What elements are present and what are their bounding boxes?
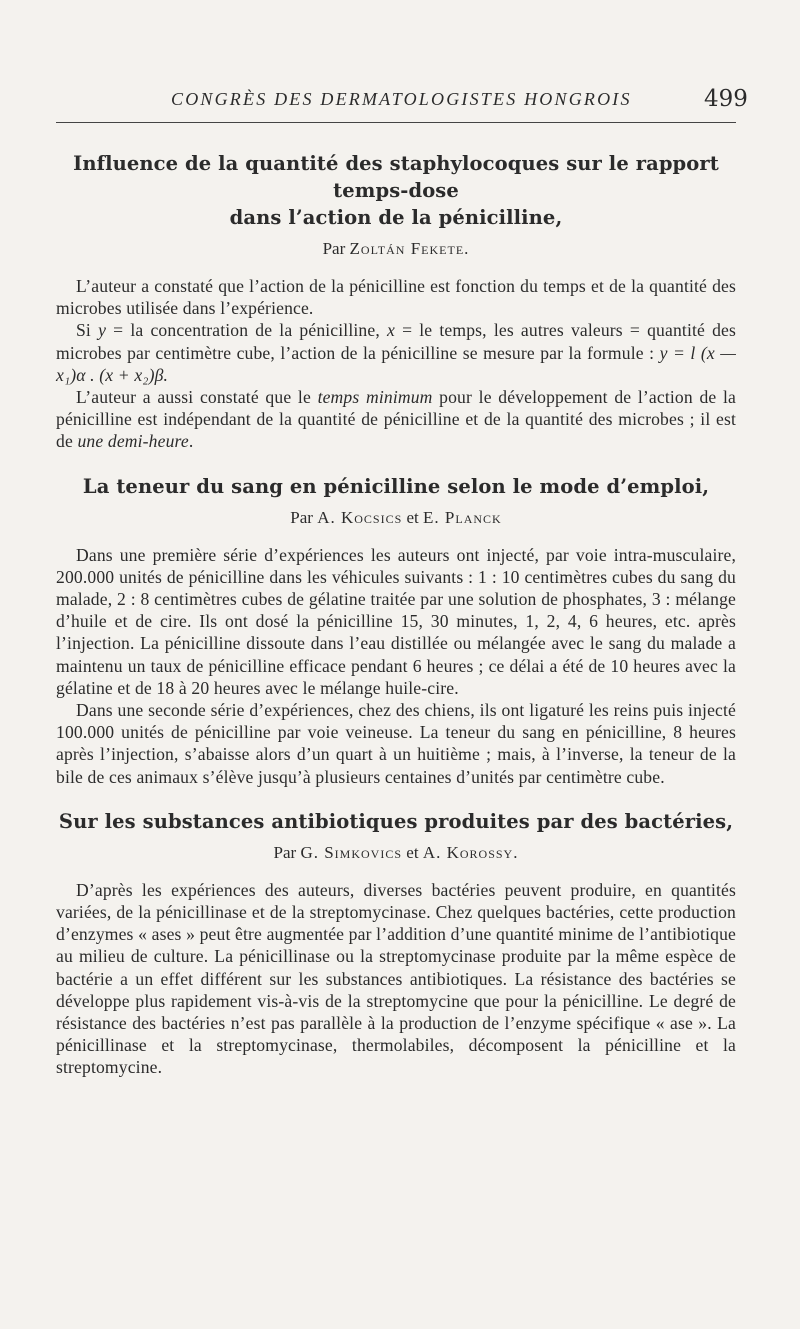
paragraph: D’après les expériences des auteurs, diverses bactéries peuvent produire, en quantités variées, de la pénicillinase et de la streptomycinase. Chez quelques bactéries, cette production d’enzymes « ases » peut être augmentée par l’addition d’une quantité minime de l’antibiotique au milieu de culture. La pénicillinase ou la streptomycinase produite par la même espèce de bactérie a un effet différent sur les substances antibiotiques. La résistance des bactéries se développe plus rapidement vis-à-vis de la streptomycine que pour la pénicilline. Le degré de résistance des bactéries n’est pas parallèle à la production de l’enzyme spécifique « ase ». La pénicillinase et la streptomycinase, thermolabiles, décomposent la pénicilline et la streptomycine. (56, 879, 736, 1078)
running-head: CONGRÈS DES DERMATOLOGISTES HONGROIS (171, 89, 632, 109)
paragraph: L’auteur a aussi constaté que le temps minimum pour le développement de l’action de la pénicilline est indépendant de la quantité de pénicilline et de la quantité des microbes ; il est de une demi-heure. (56, 387, 736, 452)
paragraph: Dans une seconde série d’expériences, chez des chiens, ils ont ligaturé les reins puis injecté 100.000 unités de pénicilline par voie veineuse. La teneur du sang en pénicilline, 8 heures après l’injection, s’abaisse alors d’un quart à un huitième ; mais, à l’inverse, la teneur de la bile de ces animaux s’élève jusqu’à plusieurs centaines d’unités par centimètre cube. (56, 700, 736, 787)
paragraph: L’auteur a constaté que l’action de la pénicilline est fonction du temps et de la quantité des microbes utilisée dans l’expérience. (56, 276, 736, 319)
page-header (56, 84, 748, 124)
author-name: A. Kocsics (317, 507, 403, 527)
byline (56, 237, 736, 261)
byline (56, 506, 736, 530)
author-name: E. Planck (423, 507, 502, 527)
page-number: 499 (704, 86, 748, 112)
conjunction: et (406, 842, 419, 862)
by-prefix: Par (273, 842, 297, 862)
author-name: G. Simkovics (300, 842, 403, 862)
article-simkovics-korossy (56, 808, 736, 1079)
article-title: La teneur du sang en pénicilline selon le mode d’emploi, (82, 474, 710, 498)
conjunction: et (406, 507, 419, 527)
article-fekete (56, 150, 736, 453)
title-line: dans l’action de la pénicilline, (229, 206, 563, 229)
author-name: Zoltán Fekete. (349, 239, 470, 258)
formula: y = l (x — x₁)α . (x + x₂)β. (56, 342, 737, 385)
article-kocsics-planck (56, 473, 736, 788)
header-rule (56, 122, 736, 123)
paragraph: Dans une première série d’expériences les auteurs ont injecté, par voie intra-musculaire, 200.000 unités de pénicilline dans les véhicules suivants : 1 : 10 centimètres cubes du sang du malade, 2 : 8 centimètres cubes de gélatine traitée par une solution de phosphates, 3 : mélange d’huile et de cire. Ils ont dosé la pénicilline 15, 30 minutes, 1, 2, 4, 6 heures, etc. après l’injection. La pénicilline dissoute dans l’eau distillée ou mélangée avec le sang du malade a maintenu un taux de pénicilline efficace pendant 6 heures ; ce délai a été de 10 heures avec la gélatine et de 18 à 20 heures avec le mélange huile-cire. (56, 544, 736, 698)
by-prefix: Par (290, 507, 313, 527)
byline (56, 841, 736, 865)
by-prefix: Par (322, 239, 346, 258)
title-line: Influence de la quantité des staphylocoques sur le rapport temps-dose (73, 152, 719, 202)
author-name: A. Korossy. (422, 842, 519, 862)
article-title: Sur les substances antibiotiques produites par des bactéries, (58, 809, 734, 833)
paragraph: Si y = la concentration de la pénicilline, x = le temps, les autres valeurs = quantité des microbes par centimètre cube, l’action de la pénicilline se mesure par la formule : y = l (x — x₁)α . (x + x₂)β. (56, 320, 737, 385)
page-body (56, 150, 736, 1079)
article-title (56, 150, 736, 231)
